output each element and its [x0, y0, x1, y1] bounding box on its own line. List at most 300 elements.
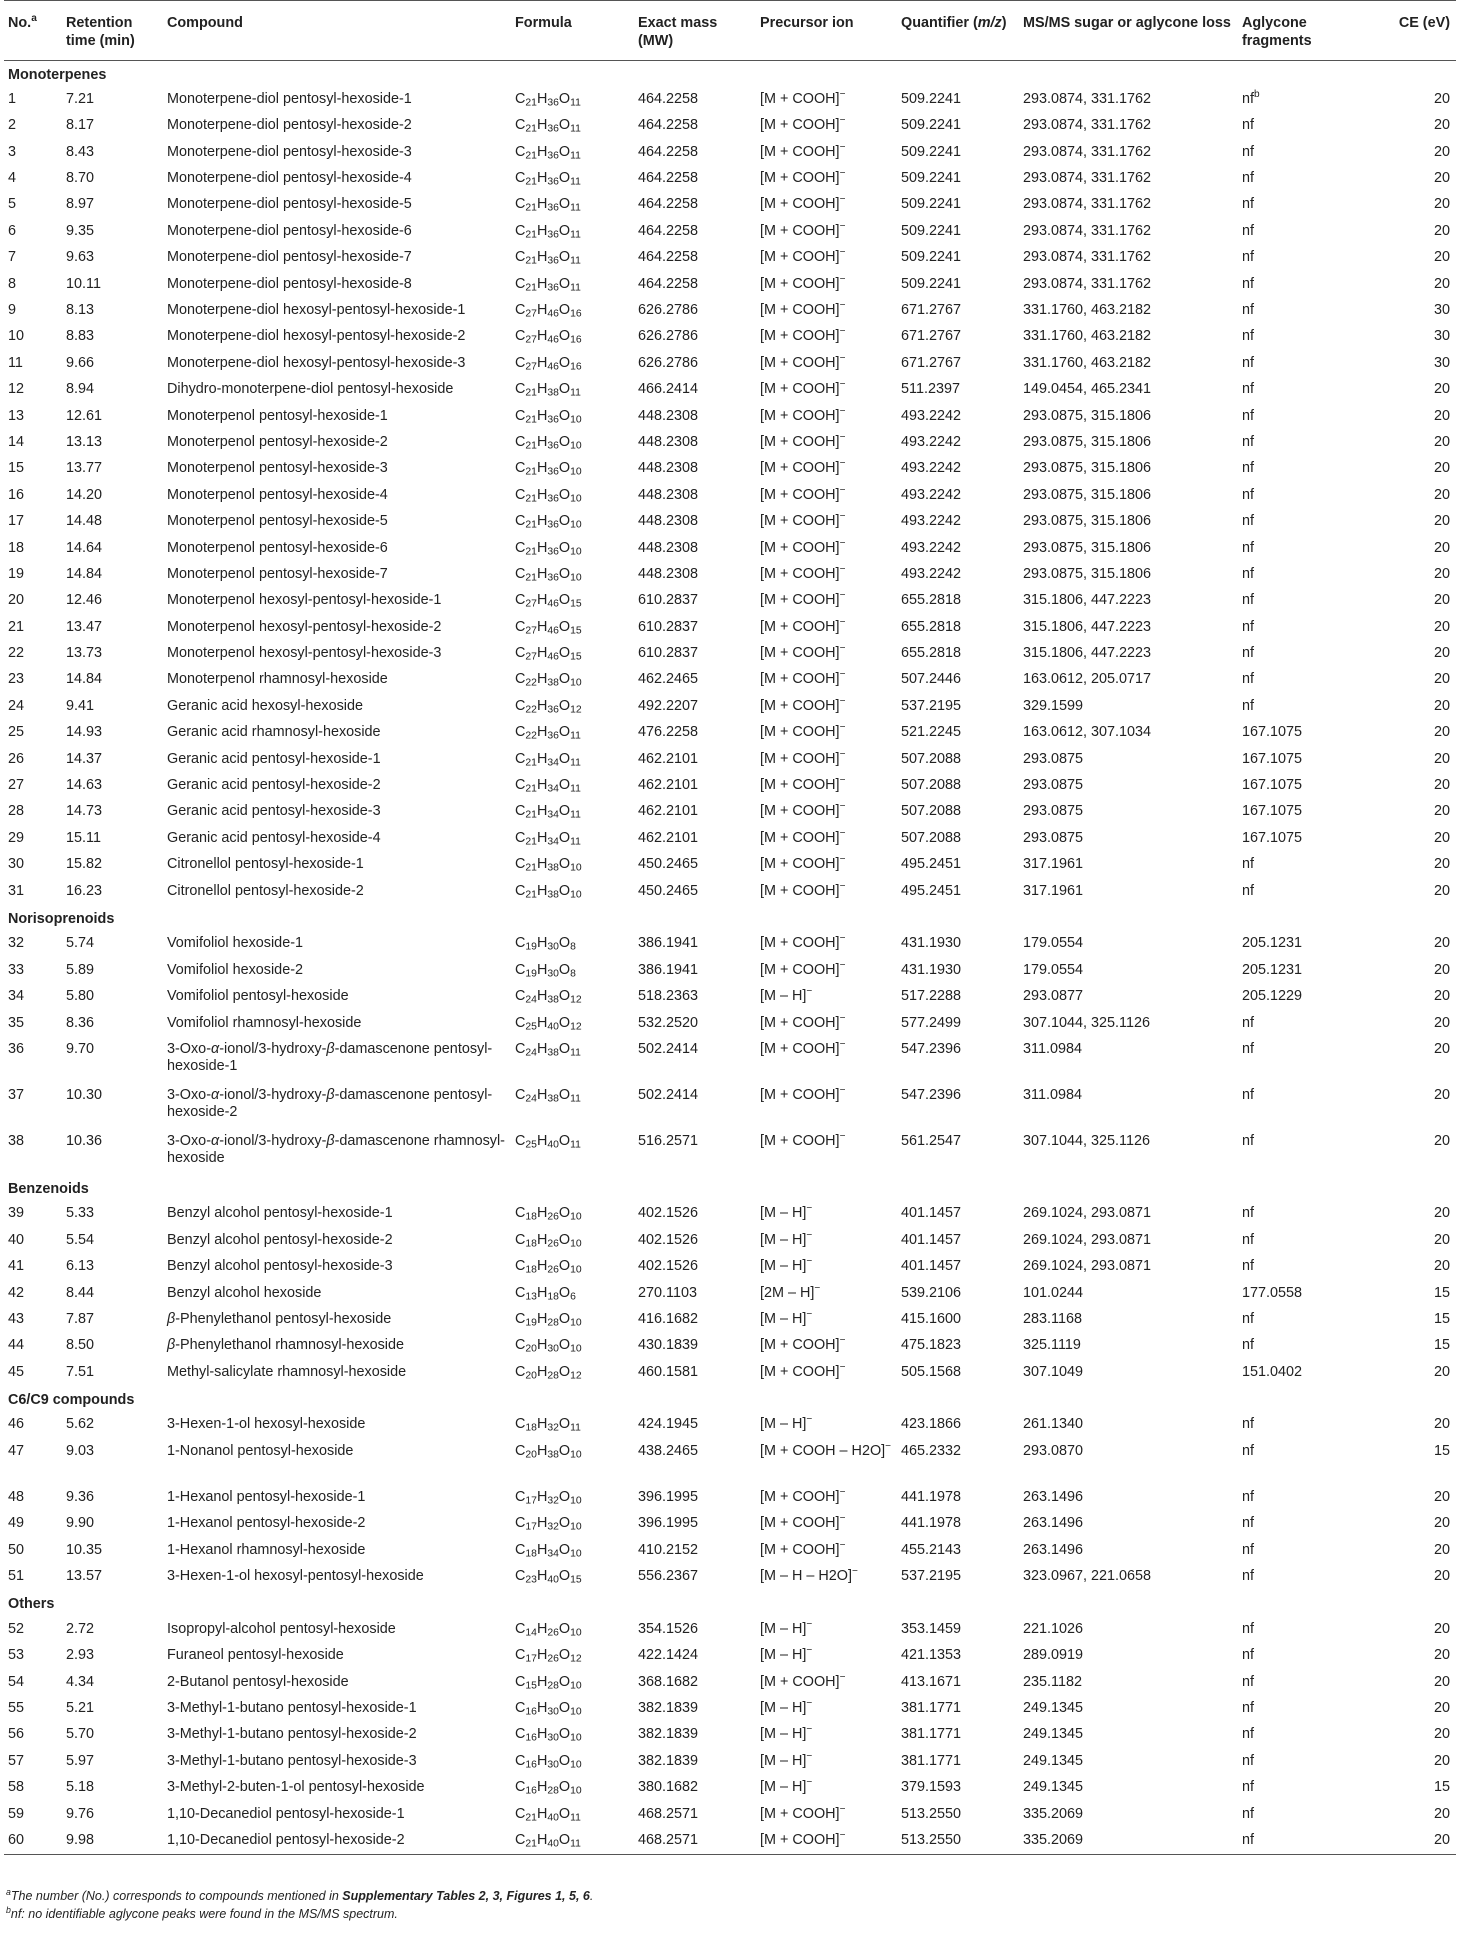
cell-compound: 1,10-Decanediol pentosyl-hexoside-1: [167, 1805, 405, 1822]
cell-ce: 20: [1433, 592, 1450, 609]
cell-msms-loss: 179.0554: [1023, 935, 1084, 952]
cell-retention-time: 7.87: [66, 1310, 95, 1327]
table-row: [4, 509, 1456, 535]
cell-ce: 20: [1433, 750, 1450, 767]
cell-formula: $C_{22}H_{36}O_{11}$: [515, 724, 581, 742]
cell-quantifier: 441.1978: [901, 1488, 962, 1505]
cell-compound: Benzyl alcohol pentosyl-hexoside-2: [167, 1231, 393, 1248]
cell-aglycone-fragments: nf: [1242, 1442, 1255, 1459]
cell-compound: Dihydro-monoterpene-diol pentosyl-hexoside: [167, 381, 454, 398]
cell-precursor-ion: [M + COOH]−: [760, 828, 846, 846]
cell-formula: $C_{21}H_{36}O_{11}$: [515, 90, 581, 109]
cell-formula: $C_{24}H_{38}O_{11}$: [515, 1040, 581, 1059]
cell-precursor-ion: [M + COOH]−: [760, 300, 846, 319]
table-row: [4, 931, 1456, 957]
cell-ce: 20: [1433, 724, 1450, 741]
cell-msms-loss: 293.0874, 331.1762: [1023, 117, 1152, 134]
cell-compound: Vomifoliol hexoside-2: [167, 961, 303, 978]
cell-formula: $C_{19}H_{30}O_8$: [515, 935, 576, 953]
cell-retention-time: 14.84: [66, 671, 103, 688]
cell-msms-loss: 311.0984: [1023, 1040, 1082, 1057]
cell-precursor-ion: [M – H]−: [760, 1309, 813, 1327]
section-row: [4, 1175, 1456, 1201]
cell-retention-time: 14.48: [66, 513, 103, 530]
cell-formula: $C_{21}H_{40}O_{11}$: [515, 1805, 581, 1824]
cell-msms-loss: 249.1345: [1023, 1699, 1084, 1716]
cell-compound: 1-Nonanol pentosyl-hexoside: [167, 1442, 354, 1459]
cell-exact-mass: 448.2308: [638, 565, 699, 582]
cell-ce: 20: [1433, 275, 1450, 292]
table-row: [4, 245, 1456, 271]
cell-aglycone-fragments: nf: [1242, 1699, 1255, 1716]
cell-aglycone-fragments: nf: [1242, 1515, 1255, 1532]
cell-retention-time: 6.13: [66, 1258, 95, 1275]
table-row: [4, 1538, 1456, 1564]
cell-ce: 15: [1433, 1337, 1450, 1354]
cell-no: 60: [8, 1831, 25, 1848]
cell-quantifier: 423.1866: [901, 1416, 962, 1433]
cell-no: 58: [8, 1779, 25, 1796]
cell-ce: 20: [1433, 1831, 1450, 1848]
cell-ce: 20: [1433, 988, 1450, 1005]
cell-msms-loss: 263.1496: [1023, 1541, 1084, 1558]
cell-aglycone-fragments: nf: [1242, 486, 1255, 503]
cell-no: 35: [8, 1014, 25, 1031]
cell-msms-loss: 293.0875, 315.1806: [1023, 486, 1152, 503]
cell-formula: $C_{21}H_{36}O_{10}$: [515, 433, 582, 452]
cell-aglycone-fragments: 167.1075: [1242, 803, 1303, 820]
cell-quantifier: 509.2241: [901, 196, 962, 213]
cell-retention-time: 8.50: [66, 1337, 95, 1354]
cell-ce: 20: [1433, 697, 1450, 714]
table-row: [4, 826, 1456, 852]
cell-formula: $C_{21}H_{34}O_{11}$: [515, 777, 581, 795]
cell-aglycone-fragments: 177.0558: [1242, 1284, 1303, 1301]
cell-retention-time: 5.80: [66, 988, 95, 1005]
cell-formula: $C_{21}H_{40}O_{11}$: [515, 1831, 581, 1850]
cell-retention-time: 9.36: [66, 1488, 95, 1505]
compound-table: [4, 0, 1456, 1855]
cell-exact-mass: 354.1526: [638, 1620, 699, 1637]
cell-quantifier: 421.1353: [901, 1647, 962, 1664]
cell-ce: 30: [1433, 328, 1450, 345]
cell-retention-time: 12.46: [66, 592, 103, 609]
cell-compound: 3-Methyl-1-butano pentosyl-hexoside-1: [167, 1699, 417, 1716]
cell-formula: $C_{21}H_{36}O_{11}$: [515, 249, 581, 267]
cell-ce: 20: [1433, 117, 1450, 134]
cell-retention-time: 5.62: [66, 1416, 95, 1433]
cell-quantifier: 577.2499: [901, 1014, 962, 1031]
cell-aglycone-fragments: nf: [1242, 1231, 1255, 1248]
cell-retention-time: 2.72: [66, 1620, 95, 1637]
cell-aglycone-fragments: nf: [1242, 592, 1255, 609]
cell-aglycone-fragments: nf: [1242, 433, 1255, 450]
cell-exact-mass: 380.1682: [638, 1779, 699, 1796]
table-row: [4, 562, 1456, 588]
cell-no: 15: [8, 460, 25, 477]
cell-retention-time: 5.74: [66, 935, 95, 952]
cell-formula: $C_{21}H_{36}O_{10}$: [515, 539, 582, 558]
cell-msms-loss: 293.0875, 315.1806: [1023, 433, 1152, 450]
cell-retention-time: 2.93: [66, 1647, 95, 1664]
cell-no: 25: [8, 724, 25, 741]
cell-ce: 20: [1433, 961, 1450, 978]
cell-ce: 20: [1433, 565, 1450, 582]
cell-no: 41: [8, 1258, 25, 1275]
cell-aglycone-fragments: nf: [1242, 302, 1255, 319]
cell-no: 18: [8, 539, 25, 556]
cell-msms-loss: 293.0875: [1023, 829, 1084, 846]
table-row: [4, 1775, 1456, 1801]
cell-retention-time: 5.89: [66, 961, 95, 978]
cell-precursor-ion: [M + COOH]−: [760, 1085, 846, 1103]
cell-formula: $C_{16}H_{30}O_{10}$: [515, 1752, 582, 1771]
cell-msms-loss: 263.1496: [1023, 1488, 1084, 1505]
cell-quantifier: 465.2332: [901, 1442, 962, 1459]
cell-quantifier: 517.2288: [901, 988, 962, 1005]
section-title: Monoterpenes: [8, 67, 107, 83]
cell-aglycone-fragments: nf: [1242, 1014, 1255, 1031]
cell-retention-time: 12.61: [66, 407, 103, 424]
cell-precursor-ion: [M – H]−: [760, 1724, 813, 1743]
table-row: [4, 1722, 1456, 1748]
cell-msms-loss: 293.0875: [1023, 803, 1084, 820]
cell-msms-loss: 317.1961: [1023, 882, 1084, 899]
cell-exact-mass: 464.2258: [638, 275, 699, 292]
cell-no: 7: [8, 249, 17, 266]
cell-compound: Geranic acid pentosyl-hexoside-3: [167, 803, 381, 820]
cell-msms-loss: 331.1760, 463.2182: [1023, 302, 1152, 319]
table-row: [4, 1254, 1456, 1280]
cell-exact-mass: 448.2308: [638, 486, 699, 503]
table-row: [4, 1037, 1456, 1083]
table-row: [4, 667, 1456, 693]
cell-compound: 3-Methyl-2-buten-1-ol pentosyl-hexoside: [167, 1779, 425, 1796]
cell-no: 8: [8, 275, 17, 292]
cell-msms-loss: 179.0554: [1023, 961, 1084, 978]
cell-quantifier: 401.1457: [901, 1258, 962, 1275]
cell-msms-loss: 307.1044, 325.1126: [1023, 1132, 1150, 1149]
cell-aglycone-fragments: nf: [1242, 618, 1255, 635]
cell-msms-loss: 293.0874, 331.1762: [1023, 249, 1152, 266]
cell-compound: Monoterpene-diol hexosyl-pentosyl-hexoside-2: [167, 328, 466, 345]
cell-precursor-ion: [M + COOH]−: [760, 89, 846, 107]
cell-quantifier: 513.2550: [901, 1831, 962, 1848]
cell-ce: 15: [1433, 1284, 1450, 1301]
cell-quantifier: 493.2242: [901, 513, 962, 530]
cell-formula: $C_{13}H_{18}O_6$: [515, 1284, 576, 1303]
cell-formula: $C_{21}H_{34}O_{11}$: [515, 829, 581, 848]
cell-no: 59: [8, 1805, 25, 1822]
cell-msms-loss: 293.0874, 331.1762: [1023, 90, 1152, 107]
cell-quantifier: 381.1771: [901, 1726, 962, 1743]
section-title: Others: [8, 1596, 55, 1613]
cell-aglycone-fragments: 167.1075: [1242, 777, 1303, 794]
cell-precursor-ion: [M + COOH]−: [760, 168, 846, 187]
cell-msms-loss: 311.0984: [1023, 1086, 1082, 1103]
cell-msms-loss: 293.0874, 331.1762: [1023, 143, 1152, 160]
cell-compound: β-Phenylethanol rhamnosyl-hexoside: [167, 1337, 405, 1354]
cell-exact-mass: 460.1581: [638, 1363, 699, 1380]
table-row: [4, 272, 1456, 298]
cell-precursor-ion: [M + COOH]−: [760, 564, 846, 582]
cell-retention-time: 9.35: [66, 222, 95, 239]
cell-msms-loss: 293.0875, 315.1806: [1023, 460, 1152, 477]
cell-msms-loss: 269.1024, 293.0871: [1023, 1205, 1152, 1222]
cell-aglycone-fragments: nf: [1242, 1620, 1255, 1637]
cell-msms-loss: 235.1182: [1023, 1673, 1082, 1690]
cell-formula: $C_{16}H_{30}O_{10}$: [515, 1726, 582, 1744]
cell-precursor-ion: [2M – H]−: [760, 1282, 821, 1301]
cell-retention-time: 8.83: [66, 328, 95, 345]
cell-exact-mass: 610.2837: [638, 645, 699, 662]
cell-msms-loss: 329.1599: [1023, 697, 1084, 714]
cell-no: 4: [8, 170, 17, 187]
cell-compound: β-Phenylethanol pentosyl-hexoside: [167, 1310, 392, 1327]
cell-quantifier: 493.2242: [901, 565, 962, 582]
cell-aglycone-fragments: 167.1075: [1242, 829, 1303, 846]
cell-no: 57: [8, 1752, 25, 1769]
cell-retention-time: 10.11: [66, 275, 101, 292]
cell-quantifier: 431.1930: [901, 935, 962, 952]
cell-formula: $C_{21}H_{36}O_{11}$: [515, 275, 581, 294]
cell-quantifier: 507.2088: [901, 777, 962, 794]
cell-formula: $C_{27}H_{46}O_{15}$: [515, 592, 582, 610]
cell-no: 43: [8, 1310, 25, 1327]
cell-retention-time: 8.94: [66, 381, 95, 398]
cell-msms-loss: 315.1806, 447.2223: [1023, 618, 1152, 635]
cell-formula: $C_{15}H_{28}O_{10}$: [515, 1673, 582, 1692]
cell-ce: 20: [1433, 671, 1450, 688]
cell-aglycone-fragments: nf: [1242, 275, 1255, 292]
cell-aglycone-fragments: nf: [1242, 1132, 1255, 1149]
cell-aglycone-fragments: nf: [1242, 328, 1255, 345]
cell-precursor-ion: [M + COOH]−: [760, 141, 846, 160]
cell-formula: $C_{21}H_{38}O_{10}$: [515, 856, 582, 874]
cell-retention-time: 14.37: [66, 750, 103, 767]
cell-msms-loss: 293.0874, 331.1762: [1023, 196, 1152, 213]
cell-quantifier: 509.2241: [901, 170, 962, 187]
cell-retention-time: 8.36: [66, 1014, 95, 1031]
cell-formula: $C_{22}H_{36}O_{12}$: [515, 697, 582, 716]
cell-exact-mass: 462.2101: [638, 803, 699, 820]
cell-formula: $C_{20}H_{38}O_{10}$: [515, 1442, 582, 1461]
footnote-marker: b: [1254, 89, 1260, 101]
cell-compound: Monoterpene-diol hexosyl-pentosyl-hexoside-3: [167, 354, 466, 371]
cell-formula: $C_{21}H_{38}O_{10}$: [515, 882, 582, 901]
header-precursor-ion: Precursor ion: [760, 15, 854, 31]
cell-no: 39: [8, 1205, 25, 1222]
cell-no: 1: [8, 90, 17, 107]
cell-precursor-ion: [M + COOH]−: [760, 484, 846, 503]
table-row: [4, 1696, 1456, 1722]
cell-ce: 20: [1433, 460, 1450, 477]
cell-formula: $C_{18}H_{34}O_{10}$: [515, 1541, 582, 1560]
cell-ce: 20: [1433, 1231, 1450, 1248]
cell-precursor-ion: [M + COOH]−: [760, 1012, 846, 1031]
cell-aglycone-fragments: nf: [1242, 1726, 1255, 1743]
cell-formula: $C_{19}H_{30}O_8$: [515, 961, 576, 980]
cell-precursor-ion: [M – H]−: [760, 1777, 813, 1796]
cell-msms-loss: 293.0877: [1023, 988, 1084, 1005]
cell-aglycone-fragments: 205.1229: [1242, 988, 1303, 1005]
cell-compound: 3-Hexen-1-ol hexosyl-hexoside: [167, 1416, 366, 1433]
cell-retention-time: 8.13: [66, 302, 95, 319]
cell-no: 6: [8, 222, 17, 239]
cell-msms-loss: 293.0875: [1023, 777, 1084, 794]
cell-quantifier: 441.1978: [901, 1515, 962, 1532]
cell-precursor-ion: [M – H]−: [760, 1203, 813, 1222]
cell-ce: 20: [1433, 249, 1450, 266]
cell-quantifier: 413.1671: [901, 1673, 962, 1690]
cell-compound: Monoterpene-diol pentosyl-hexoside-2: [167, 117, 412, 134]
cell-exact-mass: 626.2786: [638, 302, 699, 319]
cell-ce: 20: [1433, 645, 1450, 662]
cell-compound: 3-Oxo-α-ionol/3-hydroxy-β-damascenone pentosyl-hexoside-1: [167, 1040, 493, 1075]
cell-no: 14: [8, 433, 25, 450]
cell-compound: 1-Hexanol pentosyl-hexoside-1: [167, 1488, 366, 1505]
header-compound: Compound: [167, 15, 243, 31]
cell-compound: 1,10-Decanediol pentosyl-hexoside-2: [167, 1831, 405, 1848]
cell-aglycone-fragments: nf: [1242, 222, 1255, 239]
cell-no: 17: [8, 513, 25, 530]
cell-aglycone-fragments: nf: [1242, 1337, 1255, 1354]
cell-formula: $C_{21}H_{36}O_{11}$: [515, 143, 581, 162]
section-title: Benzenoids: [8, 1180, 89, 1197]
cell-ce: 20: [1433, 1752, 1450, 1769]
cell-formula: $C_{27}H_{46}O_{16}$: [515, 328, 582, 346]
cell-retention-time: 9.63: [66, 249, 95, 266]
cell-ce: 20: [1433, 1620, 1450, 1637]
cell-quantifier: 537.2195: [901, 1568, 962, 1585]
cell-compound: Benzyl alcohol pentosyl-hexoside-1: [167, 1205, 393, 1222]
cell-exact-mass: 502.2414: [638, 1086, 699, 1103]
cell-compound: Monoterpene-diol pentosyl-hexoside-7: [167, 249, 412, 266]
cell-ce: 20: [1433, 1805, 1450, 1822]
cell-no: 29: [8, 829, 25, 846]
cell-compound: Monoterpenol rhamnosyl-hexoside: [167, 671, 388, 688]
cell-quantifier: 401.1457: [901, 1205, 962, 1222]
header-no: No.$^a$: [8, 13, 37, 31]
cell-compound: Monoterpenol pentosyl-hexoside-3: [167, 460, 388, 477]
cell-no: 22: [8, 645, 25, 662]
cell-retention-time: 13.13: [66, 433, 103, 450]
cell-msms-loss: 163.0612, 307.1034: [1023, 724, 1152, 741]
header-formula: Formula: [515, 15, 572, 31]
cell-ce: 20: [1433, 1515, 1450, 1532]
cell-precursor-ion: [M + COOH]−: [760, 221, 846, 239]
cell-ce: 20: [1433, 803, 1450, 820]
cell-retention-time: 9.90: [66, 1515, 95, 1532]
cell-precursor-ion: [M + COOH]−: [760, 775, 846, 794]
cell-precursor-ion: [M + COOH]−: [760, 1803, 846, 1822]
cell-formula: $C_{18}H_{32}O_{11}$: [515, 1416, 581, 1435]
cell-retention-time: 9.76: [66, 1805, 95, 1822]
cell-precursor-ion: [M + COOH]−: [760, 643, 846, 662]
cell-formula: $C_{17}H_{26}O_{12}$: [515, 1647, 582, 1665]
cell-precursor-ion: [M – H]−: [760, 1229, 813, 1248]
cell-formula: $C_{21}H_{36}O_{10}$: [515, 460, 582, 478]
cell-exact-mass: 492.2207: [638, 697, 699, 714]
cell-ce: 20: [1433, 1132, 1450, 1149]
cell-retention-time: 14.73: [66, 803, 103, 820]
cell-retention-time: 14.93: [66, 724, 103, 741]
cell-no: 13: [8, 407, 25, 424]
cell-exact-mass: 382.1839: [638, 1752, 699, 1769]
cell-no: 3: [8, 143, 17, 160]
cell-ce: 20: [1433, 1086, 1450, 1103]
cell-no: 11: [8, 354, 23, 371]
cell-precursor-ion: [M – H]−: [760, 1750, 813, 1769]
cell-retention-time: 13.77: [66, 460, 103, 477]
cell-retention-time: 15.11: [66, 829, 101, 846]
cell-compound: 3-Methyl-1-butano pentosyl-hexoside-2: [167, 1726, 417, 1743]
cell-exact-mass: 402.1526: [638, 1231, 699, 1248]
cell-formula: $C_{25}H_{40}O_{12}$: [515, 1014, 582, 1033]
table-row: [4, 1485, 1456, 1511]
cell-exact-mass: 626.2786: [638, 354, 699, 371]
cell-ce: 20: [1433, 1673, 1450, 1690]
cell-retention-time: 9.66: [66, 354, 95, 371]
cell-compound: Geranic acid rhamnosyl-hexoside: [167, 724, 381, 741]
cell-msms-loss: 331.1760, 463.2182: [1023, 354, 1152, 371]
cell-exact-mass: 464.2258: [638, 170, 699, 187]
cell-quantifier: 513.2550: [901, 1805, 962, 1822]
table-row: [4, 1307, 1456, 1333]
cell-retention-time: 8.17: [66, 117, 95, 134]
cell-quantifier: 507.2088: [901, 829, 962, 846]
cell-no: 16: [8, 486, 25, 503]
cell-ce: 20: [1433, 1726, 1450, 1743]
cell-msms-loss: 293.0875: [1023, 750, 1084, 767]
cell-no: 51: [8, 1568, 25, 1585]
cell-precursor-ion: [M + COOH]−: [760, 379, 846, 398]
cell-quantifier: 507.2088: [901, 803, 962, 820]
cell-no: 40: [8, 1231, 25, 1248]
cell-precursor-ion: [M + COOH]−: [760, 537, 846, 556]
cell-retention-time: 5.70: [66, 1726, 95, 1743]
cell-no: 49: [8, 1515, 25, 1532]
cell-msms-loss: 335.2069: [1023, 1831, 1084, 1848]
cell-compound: Monoterpene-diol hexosyl-pentosyl-hexoside-1: [167, 302, 466, 319]
cell-exact-mass: 368.1682: [638, 1673, 699, 1690]
cell-no: 19: [8, 565, 25, 582]
cell-retention-time: 13.57: [66, 1568, 103, 1585]
cell-ce: 15: [1433, 1779, 1450, 1796]
cell-aglycone-fragments: 167.1075: [1242, 750, 1303, 767]
cell-compound: Monoterpenol pentosyl-hexoside-7: [167, 565, 388, 582]
cell-compound: Monoterpenol hexosyl-pentosyl-hexoside-1: [167, 592, 442, 609]
cell-msms-loss: 315.1806, 447.2223: [1023, 592, 1152, 609]
cell-formula: $C_{21}H_{36}O_{11}$: [515, 196, 581, 215]
cell-precursor-ion: [M + COOH]−: [760, 1335, 846, 1354]
cell-aglycone-fragments: 151.0402: [1242, 1363, 1303, 1380]
cell-aglycone-fragments: nf: [1242, 539, 1255, 556]
cell-ce: 20: [1433, 539, 1450, 556]
table-row: [4, 694, 1456, 720]
cell-aglycone-fragments: nf: [1242, 1541, 1255, 1558]
cell-no: 38: [8, 1132, 25, 1149]
cell-aglycone-fragments: nf: [1242, 1673, 1255, 1690]
cell-no: 54: [8, 1673, 25, 1690]
cell-precursor-ion: [M + COOH]−: [760, 194, 846, 213]
cell-retention-time: 5.33: [66, 1205, 95, 1222]
table-row: [4, 1333, 1456, 1359]
table-row: [4, 1802, 1456, 1828]
cell-msms-loss: 263.1496: [1023, 1515, 1084, 1532]
cell-quantifier: 381.1771: [901, 1699, 962, 1716]
cell-no: 12: [8, 381, 25, 398]
